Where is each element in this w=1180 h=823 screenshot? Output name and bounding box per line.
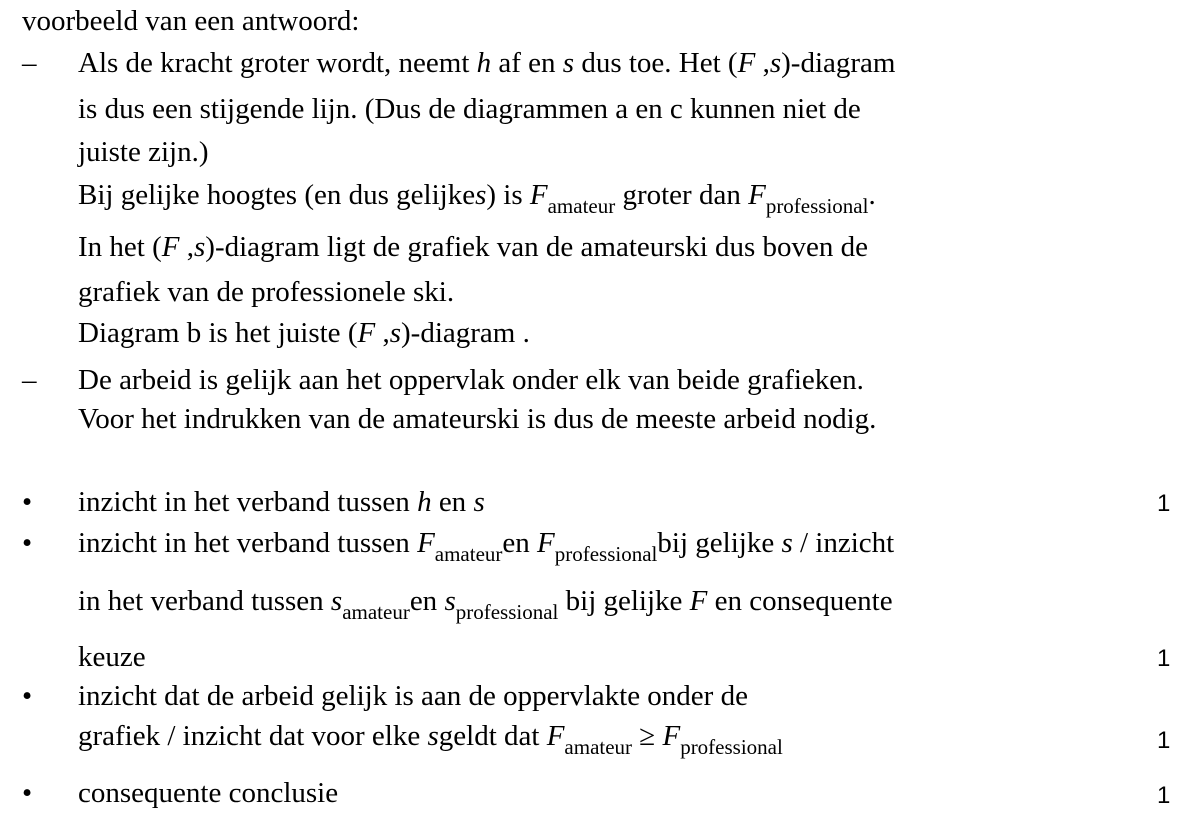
dash-marker: – xyxy=(22,47,37,79)
score-point-2: 1 xyxy=(1157,645,1171,672)
scoring-item-3-line2: grafiek / inzicht dat voor elke sgeldt dat $F_{amateur} \ge F_{professional}$ xyxy=(78,720,783,759)
bullet-marker: • xyxy=(22,777,33,809)
bullet-marker: • xyxy=(22,486,33,518)
answer-p1-line7: Diagram b is het juiste (F ,s)-diagram . xyxy=(78,317,530,349)
bullet-marker: • xyxy=(22,680,33,712)
score-point-3: 1 xyxy=(1157,727,1171,754)
scoring-item-1: inzicht in het verband tussen h en s xyxy=(78,486,485,518)
scoring-item-2-line3: keuze xyxy=(78,641,146,673)
answer-p1-line5: In het (F ,s)-diagram ligt de grafiek van de amateurski dus boven de xyxy=(78,231,869,263)
scoring-item-4: consequente conclusie xyxy=(78,777,339,809)
answer-p1-line3: juiste zijn.) xyxy=(78,136,209,168)
answer-p1-line6: grafiek van de professionele ski. xyxy=(78,276,455,308)
dash-marker: – xyxy=(22,364,37,396)
answer-p2-line2: Voor het indrukken van de amateurski is dus de meeste arbeid nodig. xyxy=(78,403,877,435)
answer-p1-line4: Bij gelijke hoogtes (en dus gelijkes) is $F_{amateur}$ groter dan $F_{professional}$. xyxy=(78,179,876,218)
bullet-marker: • xyxy=(22,527,33,559)
scoring-item-3-line1: inzicht dat de arbeid gelijk is aan de oppervlakte onder de xyxy=(78,680,748,712)
score-point-4: 1 xyxy=(1157,782,1171,809)
answer-p1-line2: is dus een stijgende lijn. (Dus de diagrammen a en c kunnen niet de xyxy=(78,93,861,125)
scoring-item-2-line2: in het verband tussen $s_{amateur}en$ $s_{professional}$ bij gelijke F en consequente xyxy=(78,585,893,624)
answer-p1-line1: Als de kracht groter wordt, neemt h af en s dus toe. Het (F ,s)-diagram xyxy=(78,47,896,79)
score-point-1: 1 xyxy=(1157,490,1171,517)
scoring-item-2-line1: inzicht in het verband tussen $F_{amateur}en$ $F_{professional}bij$ gelijke s / inzicht xyxy=(78,527,895,566)
answer-p2-line1: De arbeid is gelijk aan het oppervlak onder elk van beide grafieken. xyxy=(78,364,864,396)
intro-text: voorbeeld van een antwoord: xyxy=(22,5,360,37)
